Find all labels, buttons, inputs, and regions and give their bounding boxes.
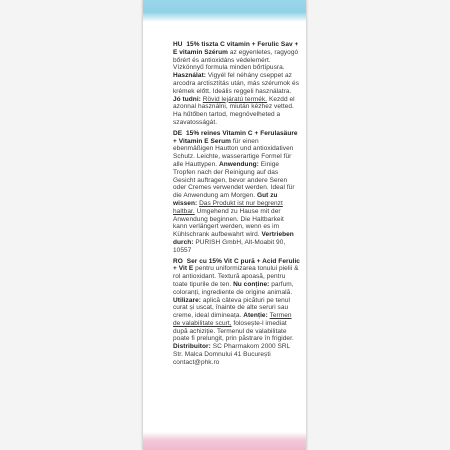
distributor-label-ro: Distribuitor: [173, 343, 211, 351]
tip-text-de: Umgehend zu Hause mit der Anwendung beginnen. Die Haltbarkeit kann verlängert werden, wenn es im Kühlschrank aufbewahrt wird. [173, 207, 284, 239]
distributor-text-de: PURISH GmbH, Alt-Moabit 90, 10557 [173, 238, 286, 254]
top-color-band [143, 0, 306, 22]
usage-label-hu: Használat: [173, 72, 207, 80]
tip-label-de: Gut zu wissen: [173, 192, 278, 207]
product-title-hu: 15% tiszta C vitamin + Ferulic Sav + E vitamin Szérum [173, 41, 299, 56]
product-intro-de: für einen ebenmäßigen Hautton und antioxidativen Schutz. Leichte, wasserartige Formel für alle Hauttypen. [173, 137, 294, 168]
warning-text-ro: parfum, coloranți, ingrediente de origine animală. [173, 280, 294, 296]
product-title-de: 15% reines Vitamin C + Ferulasäure + Vitamin E Serum [173, 129, 298, 145]
bottom-color-band [143, 432, 306, 450]
product-box-side [143, 0, 306, 450]
tip-text-ro: folosește-l imediat după achiziție. Termenul de valabilitate poate fi prelungit, prin păstrare în frigider. [173, 319, 294, 343]
label-text-block [173, 41, 300, 370]
product-intro-ro: pentru uniformizarea tonului pielii & rol antioxidant. Textură apoasă, pentru toate tipurile de ten. [173, 265, 299, 288]
warning-label-ro: Nu conține: [233, 280, 270, 288]
tip-link-hu: Rövid lejáratú termék. [202, 95, 268, 103]
tip-label-ro: Atenție: [243, 312, 268, 320]
usage-label-de: Anwendung: [218, 160, 259, 168]
product-title-ro: Ser cu 15% Vit C pură + Acid Ferulic + Vit E [173, 257, 300, 273]
tip-link-ro: Termen de valabilitate scurt, [173, 312, 292, 327]
distributor-text-ro: SC Pharmakom 2000 SRL Str. Malca Domnului 41 București contact@phk.ro [173, 343, 291, 366]
distributor-label-de: Vertrieben durch: [173, 231, 294, 246]
section-de [173, 130, 300, 255]
tip-text-hu: Kezdd el azonnal használni, miután kézhez vetted. Ha hűtőben tartod, megnövelheted a szavatosságát. [173, 95, 295, 126]
tip-link-de: Das Produkt ist nur begrenzt haltbar. [173, 199, 283, 215]
usage-text-de: Einige Tropfen nach der Reinigung auf das Gesicht auftragen, bevor andere Seren oder Cremes verwendet werden. Ideal für die Anwendung am Morgen. [173, 160, 295, 200]
usage-text-ro: aplică câteva picături pe tenul curat și uscat, înainte de alte seruri sau creme, ideal dimineața. [173, 296, 290, 320]
language-code-hu: HU [173, 41, 183, 48]
language-code-ro: RO [173, 257, 183, 265]
language-code-de: DE [173, 129, 183, 137]
section-ro [173, 258, 300, 367]
usage-label-ro: Utilizare: [173, 296, 201, 304]
product-intro-hu: az egyenletes, ragyogó bőrért és antioxidáns védelemért. Vízkönnyű formula minden bőrtípusra. [173, 48, 299, 72]
tip-label-hu: Jó tudni: [173, 95, 201, 103]
section-hu [173, 41, 300, 127]
usage-text-hu: Vigyél fel néhány cseppet az arcodra arctisztítás után, más szérumok és krémek előtt. Ideális reggeli használatra. [173, 72, 300, 95]
